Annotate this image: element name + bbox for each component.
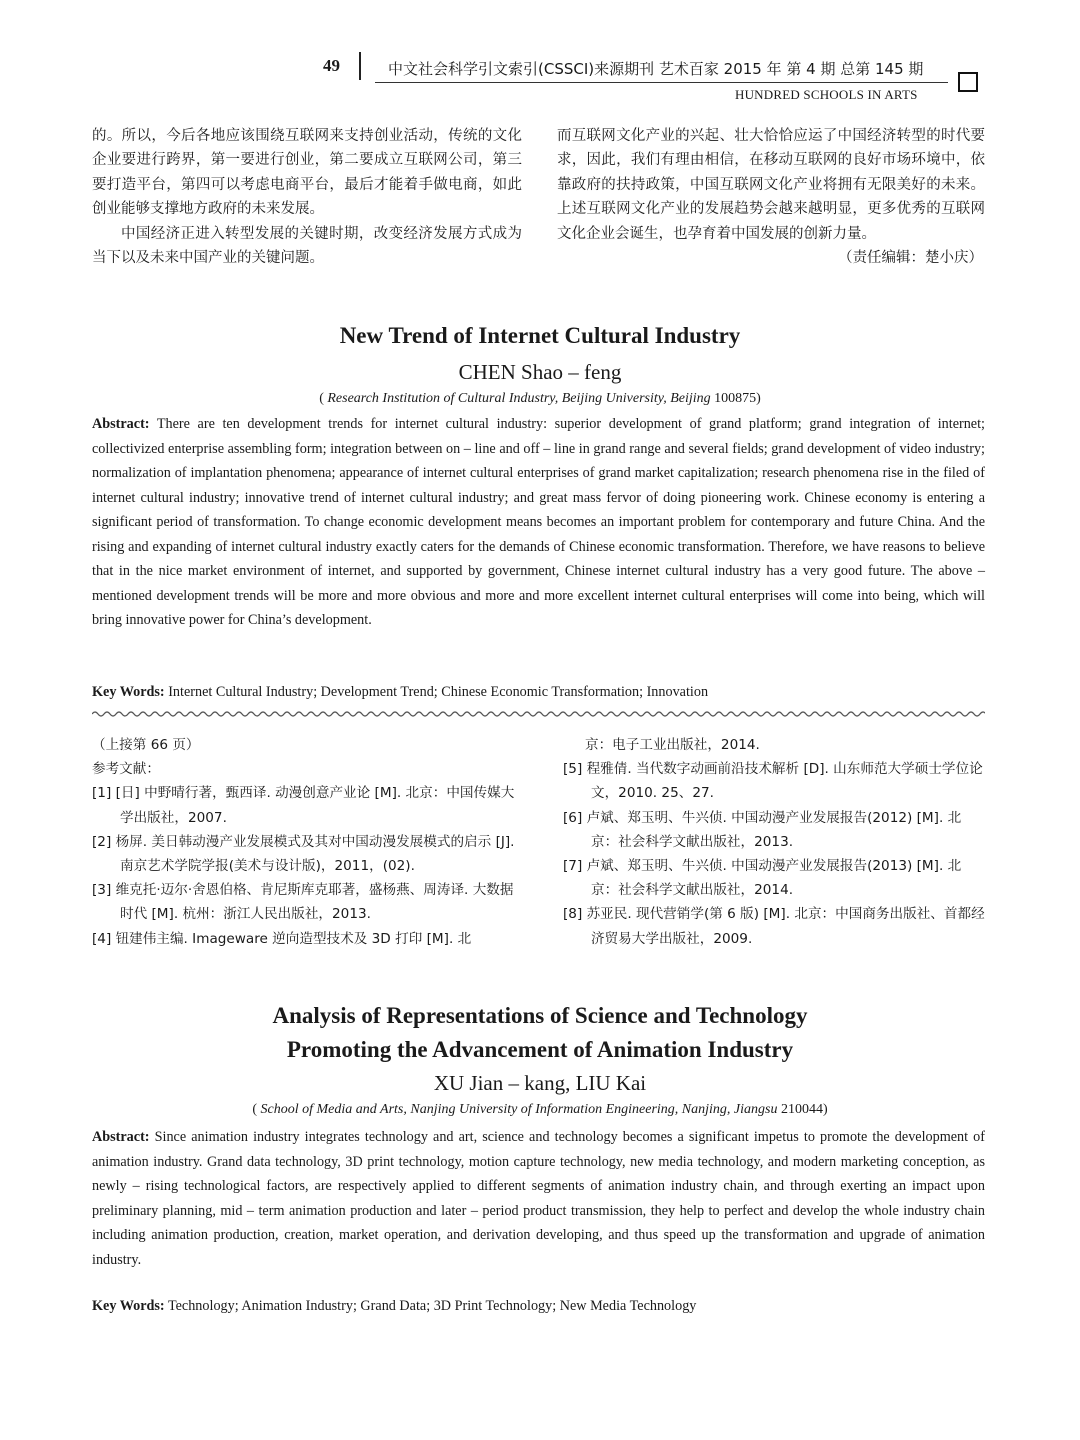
reference-continuation: 京：电子工业出版社，2014. <box>585 737 760 753</box>
body-left-column <box>92 124 522 270</box>
article2-keywords <box>92 1298 985 1315</box>
body-paragraph: 的。所以，今后各地应该围绕互联网来支持创业活动，传统的文化企业要进行跨界，第一要进行创业，第二要成立互联网公司，第三要打造平台，第四可以考虑电商平台，最后才能着手做电商，如此创业能够支撑地方政府的未来发展。 <box>92 128 522 218</box>
abstract-text: Since animation industry integrates technology and art, science and technology becomes a significant impetus to promote the development of animation industry. Grand data technology, 3D print technology, motion capture technology, new media technology, and modern marketing conception, as newly – rising technological factors, are respectively applied to different segments of animation industry chain, and through exerting an impact upon preliminary planning, mid – term animation production and later – period product transmission, they help to perfect and develop the whole industry chain including animation production, creation, market operation, and derivation developing, and thus speed up the transformation and upgrade of animation industry. <box>92 1129 985 1268</box>
header-rule <box>375 82 948 83</box>
references-heading: 参考文献： <box>92 761 160 778</box>
continued-note: （上接第 66 页） <box>92 737 200 753</box>
references-right <box>563 733 986 951</box>
article2-abstract <box>92 1125 985 1272</box>
reference-item: [5] 程雅倩. 当代数字动画前沿技术解析 [D]. 山东师范大学硕士学位论文，2010. 25、27. <box>563 761 983 802</box>
article1-author: CHEN Shao – feng <box>458 360 622 384</box>
article2-title-line1: Analysis of Representations of Science and Technology <box>272 1003 808 1028</box>
article2-author: XU Jian – kang, LIU Kai <box>433 1071 647 1095</box>
page-number: 49 <box>323 56 340 75</box>
wavy-divider <box>92 710 985 718</box>
header-square-icon <box>958 72 978 92</box>
reference-item: [4] 钮建伟主编. Imageware 逆向造型技术及 3D 打印 [M]. 北 <box>92 930 472 947</box>
article1-keywords <box>92 684 985 701</box>
editor-note: （责任编辑：楚小庆） <box>838 250 983 267</box>
body-right-column <box>557 124 985 270</box>
keywords-text: Internet Cultural Industry; Development Trend; Chinese Economic Transformation; Innovation <box>164 684 709 700</box>
article2-title-line2: Promoting the Advancement of Animation Industry <box>286 1037 794 1062</box>
reference-item: [1] [日] 中野晴行著，甄西译. 动漫创意产业论 [M]. 北京：中国传媒大学出版社，2007. <box>92 785 515 826</box>
affiliation-name: School of Media and Arts, Nanjing University of Information Engineering, Nanjing, Jiangsu <box>260 1102 778 1117</box>
reference-item: [2] 杨屏. 美日韩动漫产业发展模式及其对中国动漫发展模式的启示 [J]. 南京艺术学院学报(美术与设计版)，2011，(02). <box>92 833 515 875</box>
abstract-text: There are ten development trends for internet cultural industry: superior development of grand platform; grand integration of internet; collectivized enterprise assembling form; integration between on – line and off – line in grand range and several fields; grand development of video industry; normalization of implantation phenomena; appearance of internet cultural enterprises of grand market capitalization; research phenomena rise in the filed of internet cultural industry; innovative trend of internet cultural industry; and great mass fervor of doing pioneering work. Chinese economy is entering a significant period of transformation. To change economic development means becomes an important problem for contemporary and future China. And the rising and expanding of internet cultural industry exactly caters for the demands of Chinese economic transformation. Therefore, we have reasons to believe that in the nice market environment of internet, and supported by government, Chinese internet cultural industry has a very good future. The above – mentioned development trends will be more and more obvious and more and more excellent internet cultural enterprises will come into being, which will bring innovative power for China’s development. <box>92 416 985 628</box>
article1-affiliation: ( Research Institution of Cultural Industry, Beijing University, Beijing 100875) <box>319 391 761 406</box>
article1-title: New Trend of Internet Cultural Industry <box>339 323 741 348</box>
affiliation-name: Research Institution of Cultural Industry, Beijing University, Beijing <box>327 391 711 406</box>
reference-item: [8] 苏亚民. 现代营销学(第 6 版) [M]. 北京：中国商务出版社、首都经济贸易大学出版社，2009. <box>563 906 985 947</box>
header-divider <box>359 52 361 80</box>
references-left <box>92 733 522 951</box>
keywords-label: Key Words: <box>92 1298 165 1314</box>
reference-item: [3] 维克托·迈尔·舍恩伯格、肯尼斯库克耶著，盛杨燕、周涛译. 大数据时代 [M]. 杭州：浙江人民出版社，2013. <box>92 882 514 923</box>
body-paragraph: 而互联网文化产业的兴起、壮大恰恰应运了中国经济转型的时代要求，因此，我们有理由相信，在移动互联网的良好市场环境中，依靠政府的扶持政策，中国互联网文化产业将拥有无限美好的未来。上述互联网文化产业的发展趋势会越来越明显，更多优秀的互联网文化企业会诞生，也孕育着中国发展的创新力量。 <box>557 128 985 242</box>
body-paragraph: 中国经济正进入转型发展的关键时期，改变经济发展方式成为当下以及未来中国产业的关键问题。 <box>92 225 522 267</box>
keywords-label: Key Words: <box>92 684 165 700</box>
journal-english-title: HUNDRED SCHOOLS IN ARTS <box>735 87 918 102</box>
reference-item: [7] 卢斌、郑玉明、牛兴侦. 中国动漫产业发展报告(2013) [M]. 北京：社会科学文献出版社，2014. <box>563 858 962 899</box>
article1-abstract <box>92 412 985 633</box>
article2-affiliation: ( School of Media and Arts, Nanjing University of Information Engineering, Nanjing, Jiangsu 210044) <box>252 1102 828 1117</box>
journal-title: 中文社会科学引文索引(CSSCI)来源期刊 艺术百家 2015 年 第 4 期 总第 145 期 <box>388 60 924 78</box>
reference-item: [6] 卢斌、郑玉明、牛兴侦. 中国动漫产业发展报告(2012) [M]. 北京：社会科学文献出版社，2013. <box>563 809 962 850</box>
keywords-text: Technology; Animation Industry; Grand Data; 3D Print Technology; New Media Technology <box>164 1298 697 1314</box>
abstract-label: Abstract: <box>92 1129 150 1145</box>
abstract-label: Abstract: <box>92 416 150 432</box>
